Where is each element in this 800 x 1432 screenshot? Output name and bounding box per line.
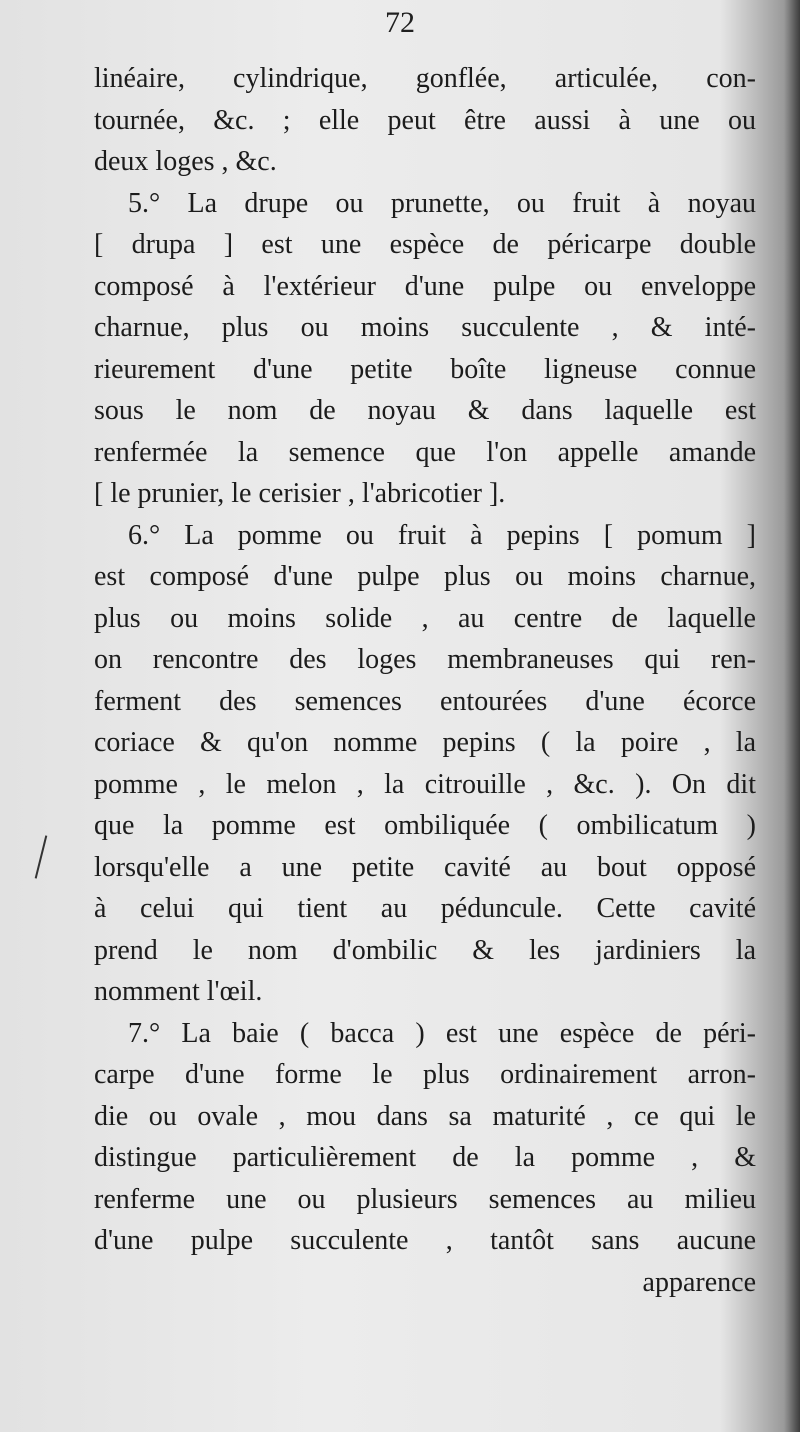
body-text: [94, 58, 756, 1303]
margin-pencil-mark: [35, 835, 48, 878]
paragraph-baie: [94, 1013, 756, 1262]
text-line: coriace & qu'on nomme pepins ( la poire , la: [94, 727, 756, 758]
text-line: 5.° La drupe ou prunette, ou fruit à noyau: [128, 187, 756, 219]
text-line: renfermée la semence que l'on appelle amande: [94, 436, 756, 468]
text-line: die ou ovale , mou dans sa maturité , ce qui le: [94, 1100, 756, 1132]
text-line: 6.° La pomme ou fruit à pepins [ pomum ]: [128, 519, 756, 551]
text-line: d'une pulpe succulente , tantôt sans aucune: [94, 1225, 756, 1256]
text-line: lorsqu'elle a une petite cavité au bout opposé: [94, 851, 756, 883]
text-line: renferme une ou plusieurs semences au milieu: [94, 1183, 756, 1215]
text-line: [ drupa ] est une espèce de péricarpe double: [94, 229, 756, 260]
text-line: deux loges , &c.: [94, 146, 277, 177]
paragraph-drupe: [94, 183, 756, 515]
text-line: distingue particulièrement de la pomme , &: [94, 1142, 756, 1173]
text-line: carpe d'une forme le plus ordinairement arron-: [94, 1059, 756, 1090]
text-line: nomment l'œil.: [94, 976, 263, 1007]
text-line: plus ou moins solide , au centre de laquelle: [94, 602, 756, 634]
text-line: pomme , le melon , la citrouille , &c. ). On dit: [94, 768, 756, 800]
text-line: tournée, &c. ; elle peut être aussi à une ou: [94, 104, 756, 136]
text-line: rieurement d'une petite boîte ligneuse connue: [94, 353, 756, 385]
text-line: que la pomme est ombiliquée ( ombilicatum ): [94, 810, 756, 841]
text-line: linéaire, cylindrique, gonflée, articulée, con-: [94, 63, 756, 94]
text-line: composé à l'extérieur d'une pulpe ou enveloppe: [94, 270, 756, 302]
text-line: ferment des semences entourées d'une écorce: [94, 685, 756, 717]
text-line: on rencontre des loges membraneuses qui ren-: [94, 644, 756, 675]
text-line: 7.° La baie ( bacca ) est une espèce de péri-: [128, 1017, 756, 1049]
text-line: à celui qui tient au péduncule. Cette cavité: [94, 893, 756, 924]
text-line: prend le nom d'ombilic & les jardiniers la: [94, 934, 756, 966]
text-line: est composé d'une pulpe plus ou moins charnue,: [94, 561, 756, 592]
paragraph-continuation: [94, 58, 756, 183]
text-line: charnue, plus ou moins succulente , & inté-: [94, 312, 756, 343]
catchword: apparence: [642, 1266, 756, 1298]
text-line: [ le prunier, le cerisier , l'abricotier ].: [94, 478, 506, 509]
page-number: 72: [385, 6, 415, 39]
paragraph-pomme: [94, 515, 756, 1013]
text-line: sous le nom de noyau & dans laquelle est: [94, 395, 756, 426]
